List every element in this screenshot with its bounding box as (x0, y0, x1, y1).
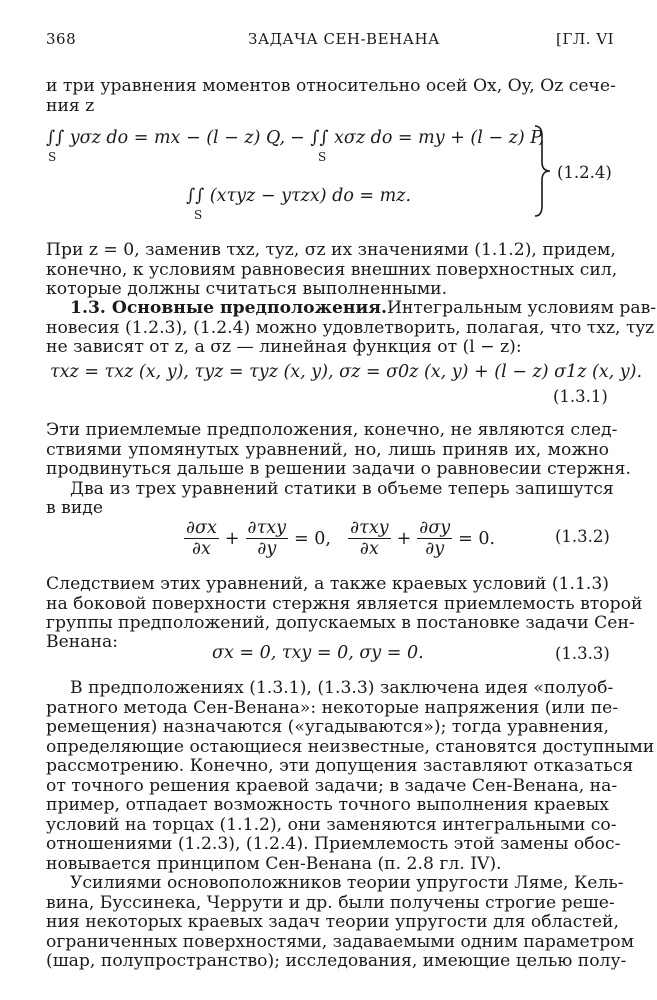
paragraph-line: ствиями упомянутых уравнений, но, лишь приняв их, можно (46, 440, 609, 460)
paragraph-line: (шар, полупространство); исследования, имеющие целью полу- (46, 951, 627, 971)
paragraph-line: Следствием этих уравнений, а также краевых условий (1.1.3) (46, 574, 609, 594)
fraction-numerator: ∂σy (419, 518, 451, 538)
paragraph-line: не зависят от z, а σz — линейная функция от (l − z): (46, 337, 522, 357)
fraction (184, 518, 219, 559)
paragraph-line: ратного метода Сен-Венана»: некоторые напряжения (или пе- (46, 698, 619, 718)
paragraph-line: группы предположений, допускаемых в постановке задачи Сен- (46, 613, 635, 633)
paragraph-line: пример, отпадает возможность точного выполнения краевых (46, 795, 609, 815)
paragraph-line: ремещения) назначаются («угадываются»); тогда уравнения, (46, 717, 609, 737)
paragraph-line: на боковой поверхности стержня является приемлемость второй (46, 594, 643, 614)
equation-1-2-4-part-3: ∫∫ (xτyz − yτzx) do = mz. (186, 186, 412, 206)
paragraph-line: ния некоторых краевых задач теории упругости для областей, (46, 912, 619, 932)
fraction-denominator: ∂y (257, 539, 277, 559)
integral-domain-label: S (318, 150, 327, 164)
equation-number-1-2-4: (1.2.4) (557, 163, 612, 182)
equation-1-3-3: σx = 0, τxy = 0, σy = 0. (212, 643, 424, 663)
fraction-numerator: ∂σx (186, 518, 217, 538)
paragraph-line: При z = 0, заменив τxz, τyz, σz их значениями (1.1.2), придем, (46, 240, 616, 260)
paragraph-line: определяющие остающиеся неизвестные, становятся доступными (46, 737, 655, 757)
paragraph-line: в виде (46, 498, 104, 518)
paragraph-line: рассмотрению. Конечно, эти допущения заставляют отказаться (46, 756, 634, 776)
paragraph-line: вина, Буссинека, Черрути и др. были получены строгие реше- (46, 893, 615, 913)
chapter-marker: [ГЛ. VI (556, 30, 615, 48)
equation-1-2-4-part-2: − ∫∫ xσz do = my + (l − z) P, (290, 128, 545, 148)
fraction (417, 518, 452, 559)
equation-1-3-1: τxz = τxz (x, y), τyz = τyz (x, y), σz = σ0z (x, y) + (l − z) σ1z (x, y). (50, 362, 643, 382)
fraction-denominator: ∂x (359, 539, 379, 559)
paragraph-line: Два из трех уравнений статики в объеме теперь запишутся (70, 479, 614, 499)
paragraph-line: новесия (1.2.3), (1.2.4) можно удовлетворить, полагая, что τxz, τyz (46, 318, 655, 338)
paragraph-line: ограниченных поверхностями, задаваемыми одним параметром (46, 932, 634, 952)
paragraph-line: конечно, к условиям равновесия внешних поверхностных сил, (46, 260, 618, 280)
fraction-denominator: ∂y (425, 539, 445, 559)
paragraph-line: Эти приемлемые предположения, конечно, не являются след- (46, 420, 618, 440)
paragraph-line: которые должны считаться выполненными. (46, 279, 448, 299)
paragraph-line: Усилиями основоположников теории упругости Ляме, Кель- (70, 873, 624, 893)
fraction-numerator: ∂τxy (247, 518, 287, 538)
integral-domain-label: S (48, 150, 57, 164)
intro-line-1: и три уравнения моментов относительно осей Ox, Oy, Oz сече- (46, 76, 616, 96)
section-first-line (70, 298, 657, 318)
equation-1-3-2 (184, 518, 495, 559)
running-title: ЗАДАЧА СЕН-ВЕНАНА (248, 30, 440, 48)
equation-number-1-3-1: (1.3.1) (553, 387, 608, 406)
intro-line-2: ния z (46, 96, 95, 116)
page-number: 368 (46, 30, 77, 48)
section-line-text: Интегральным условиям рав- (386, 298, 657, 318)
paragraph-line: новывается принципом Сен-Венана (п. 2.8 гл. IV). (46, 854, 502, 874)
equation-number-1-3-3: (1.3.3) (555, 644, 610, 663)
equation-number-1-3-2: (1.3.2) (555, 527, 610, 546)
integral-domain-label: S (194, 208, 203, 222)
section-heading: 1.3. Основные предположения. (70, 298, 387, 318)
right-brace-icon (532, 124, 554, 218)
plus-sign: + (224, 528, 240, 549)
fraction-numerator: ∂τxy (350, 518, 389, 538)
paragraph-line: Венана: (46, 632, 118, 652)
fraction (348, 518, 391, 559)
equals-zero: = 0. (458, 528, 496, 549)
equation-1-2-4-part-1: ∫∫ yσz do = mx − (l − z) Q, (46, 128, 286, 148)
paragraph-line: В предположениях (1.3.1), (1.3.3) заключена идея «полуоб- (70, 678, 614, 698)
equals-zero: = 0, (294, 528, 343, 549)
plus-sign: + (396, 528, 412, 549)
fraction (246, 518, 289, 559)
fraction-denominator: ∂x (191, 539, 211, 559)
paragraph-line: условий на торцах (1.1.2), они заменяются интегральными со- (46, 815, 617, 835)
paragraph-line: отношениями (1.2.3), (1.2.4). Приемлемость этой замены обос- (46, 834, 621, 854)
paragraph-line: от точного решения краевой задачи; в задаче Сен-Венана, на- (46, 776, 618, 796)
paragraph-line: продвинуться дальше в решении задачи о равновесии стержня. (46, 459, 631, 479)
